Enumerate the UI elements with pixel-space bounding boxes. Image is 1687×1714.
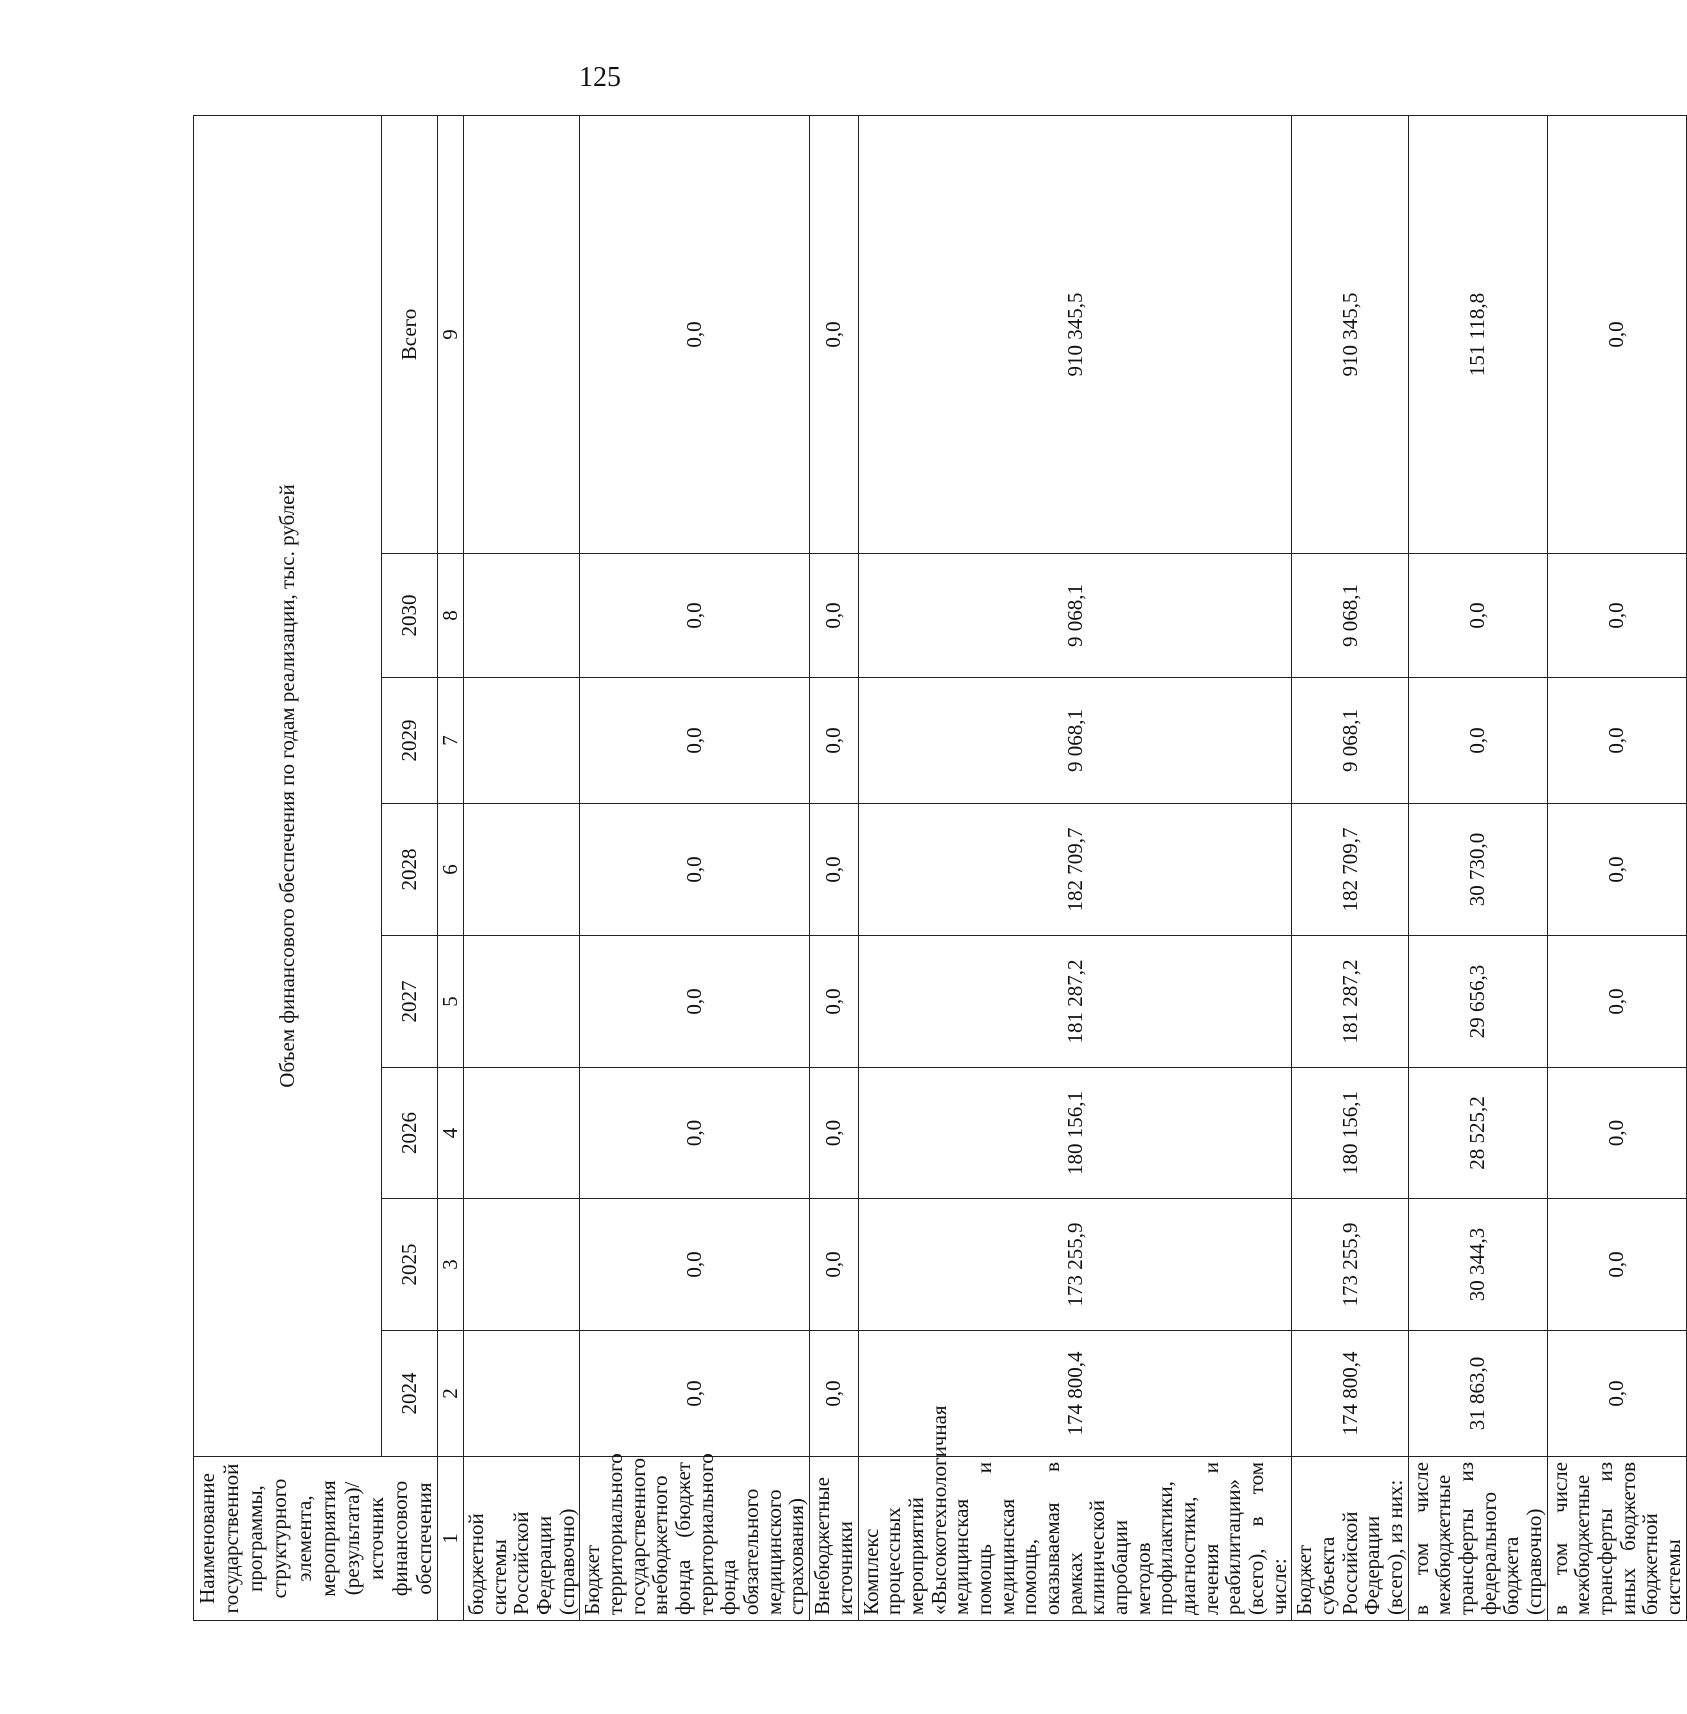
- table-row: [464, 115, 580, 1620]
- row-value: [464, 1331, 580, 1457]
- header-year: 2026: [382, 1068, 438, 1199]
- header-row-indices: [438, 115, 464, 1620]
- table-row: [1547, 115, 1686, 1620]
- row-value: 9 068,1: [858, 554, 1292, 678]
- column-index: 5: [438, 936, 464, 1068]
- row-value: [464, 1199, 580, 1331]
- column-index: 3: [438, 1199, 464, 1331]
- row-value: [464, 1068, 580, 1199]
- row-value: 0,0: [810, 1068, 858, 1199]
- table-row: [580, 115, 810, 1620]
- row-value: 0,0: [810, 1199, 858, 1331]
- row-value: 174 800,4: [858, 1331, 1292, 1457]
- header-row-title: [194, 115, 382, 1620]
- row-value: 0,0: [580, 804, 810, 936]
- row-name: Бюджет субъекта Российской Федерации (всего), из них:: [1292, 1457, 1408, 1621]
- row-value: 30 730,0: [1408, 804, 1547, 936]
- row-value: 0,0: [810, 1331, 858, 1457]
- row-name: Комплекс процессных мероприятий «Высокотехнологичная медицинская помощь и медицинская помощь, оказываемая в рамках клинической апробации методов профилактики, диагностики, лечения и реабилитации» (всего), в том числе:: [858, 1457, 1292, 1621]
- row-value: 0,0: [810, 804, 858, 936]
- row-value: 173 255,9: [1292, 1199, 1408, 1331]
- financing-table: [193, 115, 1687, 1621]
- header-year: 2025: [382, 1199, 438, 1331]
- row-total: 0,0: [1547, 115, 1686, 553]
- row-value: 0,0: [1547, 804, 1686, 936]
- row-value: 0,0: [580, 936, 810, 1068]
- row-total: 0,0: [810, 115, 858, 553]
- row-total: 910 345,5: [1292, 115, 1408, 553]
- row-value: 180 156,1: [858, 1068, 1292, 1199]
- table-row: [1408, 115, 1547, 1620]
- row-value: 30 344,3: [1408, 1199, 1547, 1331]
- row-name: Внебюджетные источники: [810, 1457, 858, 1621]
- column-index: 2: [438, 1331, 464, 1457]
- column-index: 1: [438, 1457, 464, 1621]
- row-value: 0,0: [810, 678, 858, 804]
- row-value: 9 068,1: [1292, 678, 1408, 804]
- page-number: 125: [579, 62, 621, 93]
- row-value: 0,0: [580, 554, 810, 678]
- header-group-title: Объем финансового обеспечения по годам реализации, тыс. рублей: [194, 115, 382, 1456]
- row-total: 910 345,5: [858, 115, 1292, 553]
- row-value: 31 863,0: [1408, 1331, 1547, 1457]
- row-value: 181 287,2: [858, 936, 1292, 1068]
- column-index: 6: [438, 804, 464, 936]
- row-value: 0,0: [1547, 936, 1686, 1068]
- table-row: [1292, 115, 1408, 1620]
- column-index: 8: [438, 554, 464, 678]
- row-value: 0,0: [1547, 1331, 1686, 1457]
- row-value: 182 709,7: [858, 804, 1292, 936]
- row-value: 0,0: [1408, 554, 1547, 678]
- row-value: 9 068,1: [1292, 554, 1408, 678]
- row-value: 181 287,2: [1292, 936, 1408, 1068]
- header-year: 2027: [382, 936, 438, 1068]
- table-row: [810, 115, 858, 1620]
- column-index: 7: [438, 678, 464, 804]
- row-value: 174 800,4: [1292, 1331, 1408, 1457]
- row-name: бюджетной системы Российской Федерации (справочно): [464, 1457, 580, 1621]
- header-year: 2024: [382, 1331, 438, 1457]
- row-value: 180 156,1: [1292, 1068, 1408, 1199]
- row-value: 9 068,1: [858, 678, 1292, 804]
- row-value: 29 656,3: [1408, 936, 1547, 1068]
- row-value: 0,0: [1547, 1199, 1686, 1331]
- row-name: в том числе межбюджетные трансферты из федерального бюджета (справочно): [1408, 1457, 1547, 1621]
- row-value: 0,0: [810, 936, 858, 1068]
- header-year: 2029: [382, 678, 438, 804]
- row-value: 28 525,2: [1408, 1068, 1547, 1199]
- row-value: 0,0: [810, 554, 858, 678]
- row-value: 0,0: [580, 1068, 810, 1199]
- row-value: 0,0: [1547, 1068, 1686, 1199]
- row-value: [464, 804, 580, 936]
- row-value: 173 255,9: [858, 1199, 1292, 1331]
- row-value: 0,0: [580, 1331, 810, 1457]
- row-value: 0,0: [1408, 678, 1547, 804]
- row-total: [464, 115, 580, 553]
- row-total: 0,0: [580, 115, 810, 553]
- header-year: 2030: [382, 554, 438, 678]
- column-index: 4: [438, 1068, 464, 1199]
- header-name-cell: Наименование государственной программы, структурного элемента, мероприятия (результата)/источник финансового обеспечения: [194, 1457, 438, 1621]
- row-value: 0,0: [580, 1199, 810, 1331]
- row-value: 0,0: [580, 678, 810, 804]
- column-index: 9: [438, 115, 464, 553]
- row-value: 182 709,7: [1292, 804, 1408, 936]
- table-row: [858, 115, 1292, 1620]
- header-total: Всего: [382, 115, 438, 553]
- row-name: в том числе межбюджетные трансферты из иных бюджетов бюджетной системы: [1547, 1457, 1686, 1621]
- header-year: 2028: [382, 804, 438, 936]
- row-name: Бюджет территориального государственного внебюджетного фонда (бюджет территориального фонда обязательного медицинского страхования): [580, 1457, 810, 1621]
- row-value: 0,0: [1547, 554, 1686, 678]
- row-value: [464, 678, 580, 804]
- row-total: 151 118,8: [1408, 115, 1547, 553]
- row-value: [464, 554, 580, 678]
- row-value: [464, 936, 580, 1068]
- rotated-table-wrapper: [193, 116, 1686, 1621]
- row-value: 0,0: [1547, 678, 1686, 804]
- header-row-years: [382, 115, 438, 1620]
